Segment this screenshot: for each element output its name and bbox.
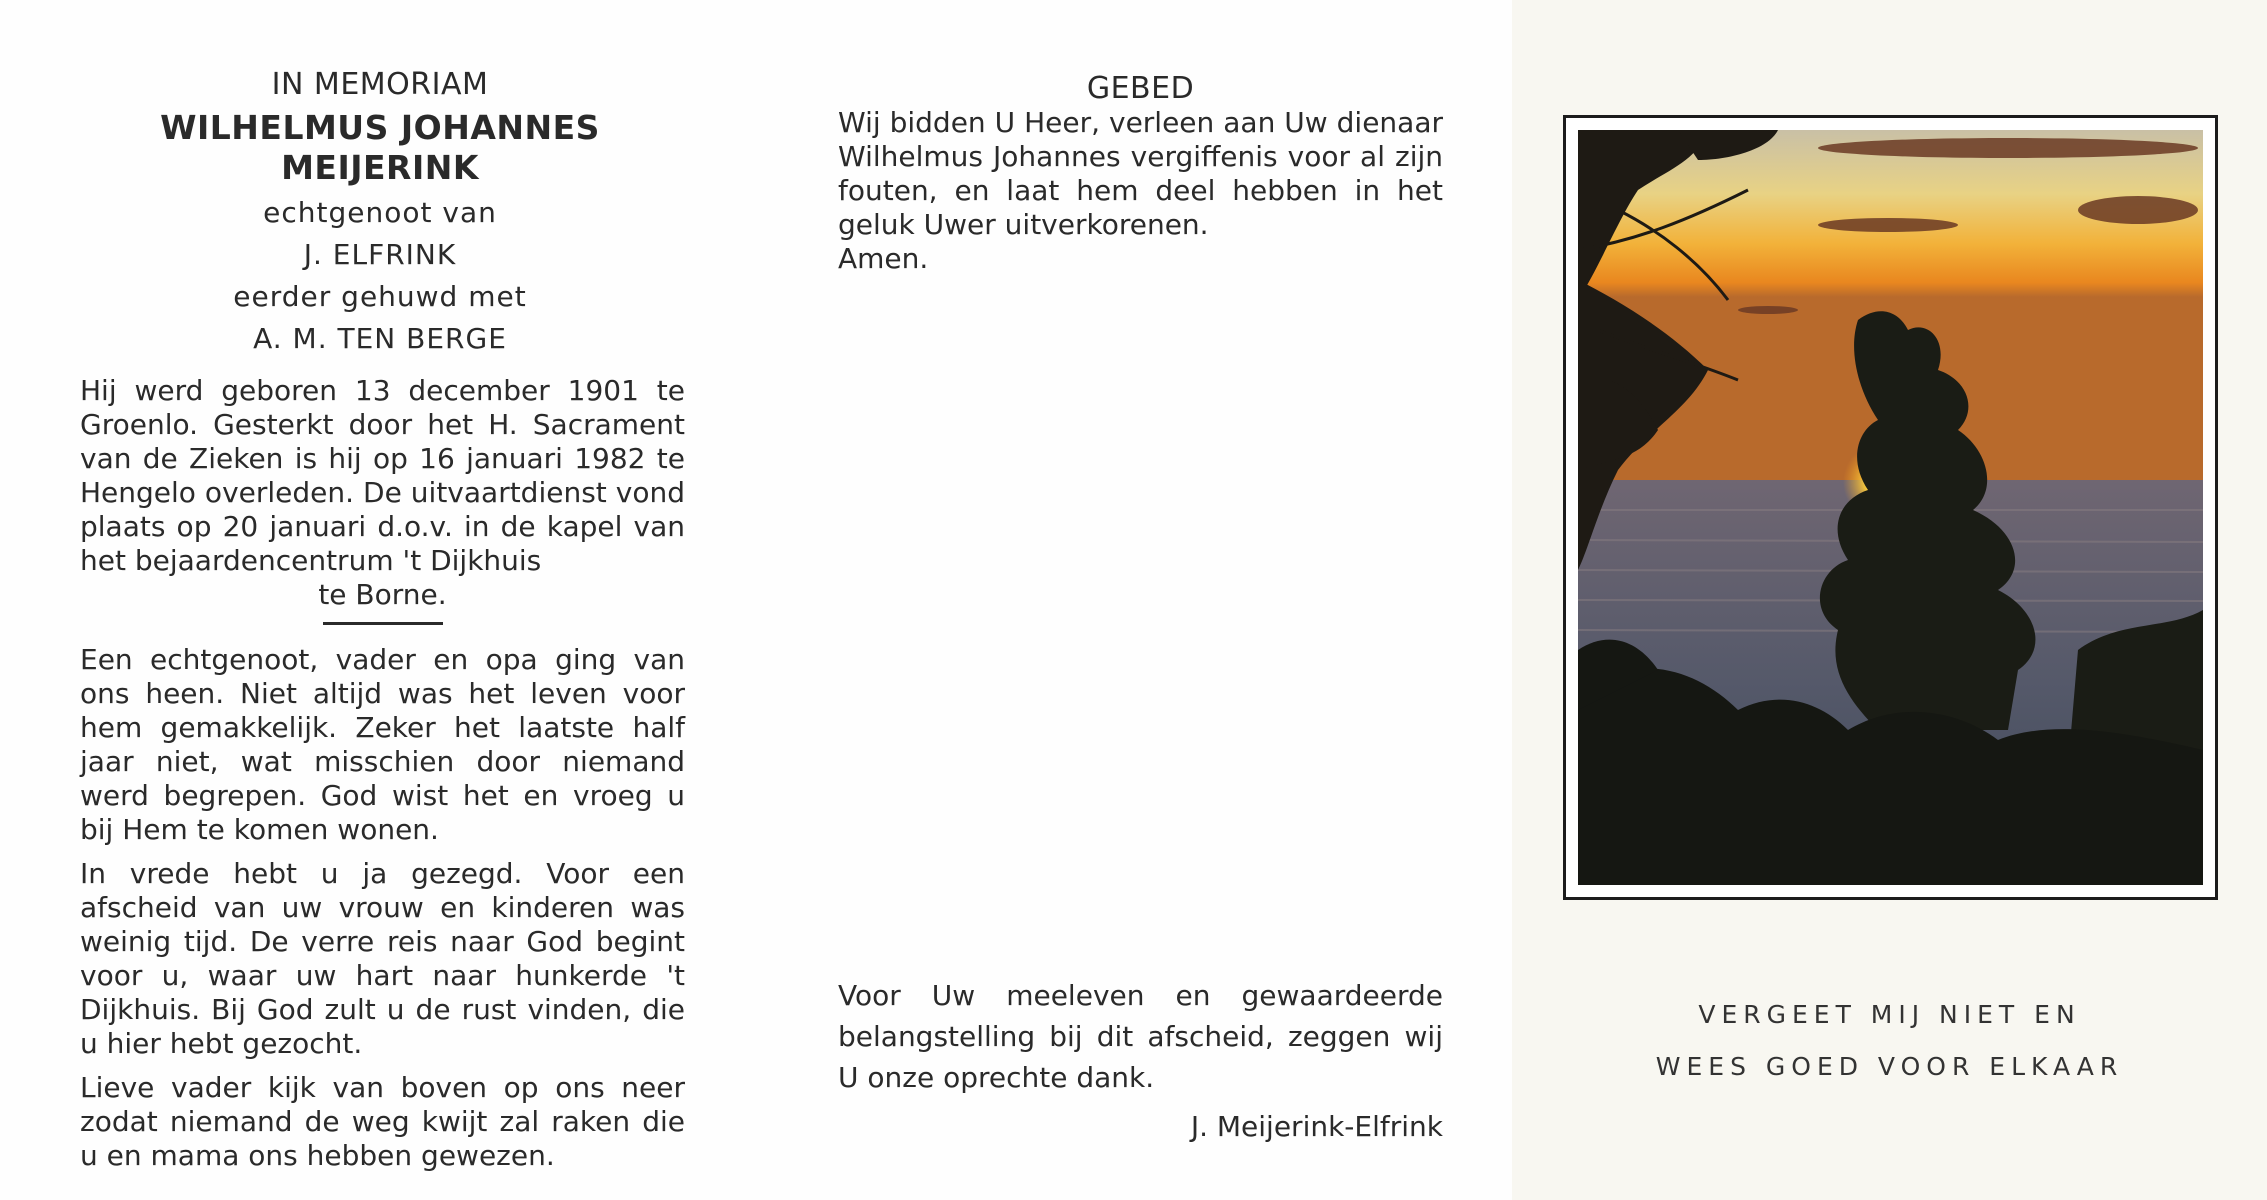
right-panel: [1512, 0, 2267, 1200]
left-panel: [0, 0, 760, 1200]
memoriam-header: [80, 68, 680, 356]
signature: J. Meijerink-Elfrink: [1190, 1110, 1443, 1143]
divider: [323, 622, 443, 625]
previous-marriage-label: eerder gehuwd met: [233, 280, 527, 313]
biography-text: Hij werd geboren 13 december 1901 te Groenlo. Gesterkt door het H. Sacrament van de Zieken is hij op 16 januari 1982 te Hengelo overleden. De uitvaartdienst vond plaats op 20 januari d.o.v. in de kapel van het bejaardencentrum 't Dijkhuis: [80, 374, 685, 577]
biography-block: [80, 374, 685, 1173]
thanks-text: Voor Uw meeleven en gewaardeerde belangstelling bij dit afscheid, zeggen wij U onze oprechte dank.: [838, 979, 1443, 1094]
prayer-title: GEBED: [1086, 71, 1195, 106]
deceased-name-line2: MEIJERINK: [281, 148, 479, 187]
tribute-paragraph-1: Een echtgenoot, vader en opa ging van ons heen. Niet altijd was het leven voor hem gemakkelijk. Zeker het laatste half jaar niet, wat misschien door niemand werd begrepen. God wist het en vroeg u bij Hem te komen wonen.: [80, 643, 685, 846]
prayer-amen: Amen.: [838, 242, 929, 275]
middle-panel: [760, 0, 1512, 1200]
tribute-paragraph-2: In vrede hebt u ja gezegd. Voor een afscheid van uw vrouw en kinderen was weinig tijd. De verre reis naar God begint voor u, waar uw hart naar hunkerde 't Dijkhuis. Bij God zult u de rust vinden, die u hier hebt gezocht.: [80, 857, 685, 1060]
thanks-block: [838, 975, 1443, 1147]
spouse-label: echtgenoot van: [263, 196, 497, 229]
prayer-block: [838, 72, 1443, 276]
tribute-paragraph-3: Lieve vader kijk van boven op ons neer zodat niemand de weg kwijt zal raken die u en mama ons hebben gewezen.: [80, 1071, 685, 1172]
prayer-text: Wij bidden U Heer, verleen aan Uw dienaar Wilhelmus Johannes vergiffenis voor al zijn fouten, en laat hem deel hebben in het geluk Uwer uitverkorenen.: [838, 106, 1443, 241]
memoriam-heading: IN MEMORIAM: [271, 67, 489, 102]
motto-line-2: WEES GOED VOOR ELKAAR: [1655, 1052, 2124, 1081]
sunset-sea-photo: [1578, 130, 2203, 885]
motto-line-1: VERGEET MIJ NIET EN: [1698, 1000, 2081, 1029]
deceased-name-line1: WILHELMUS JOHANNES: [160, 108, 600, 147]
biography-end: te Borne.: [318, 578, 447, 611]
previous-spouse-name: A. M. TEN BERGE: [253, 322, 507, 355]
photo-frame: [1563, 115, 2218, 900]
spouse-name: J. ELFRINK: [303, 238, 457, 271]
